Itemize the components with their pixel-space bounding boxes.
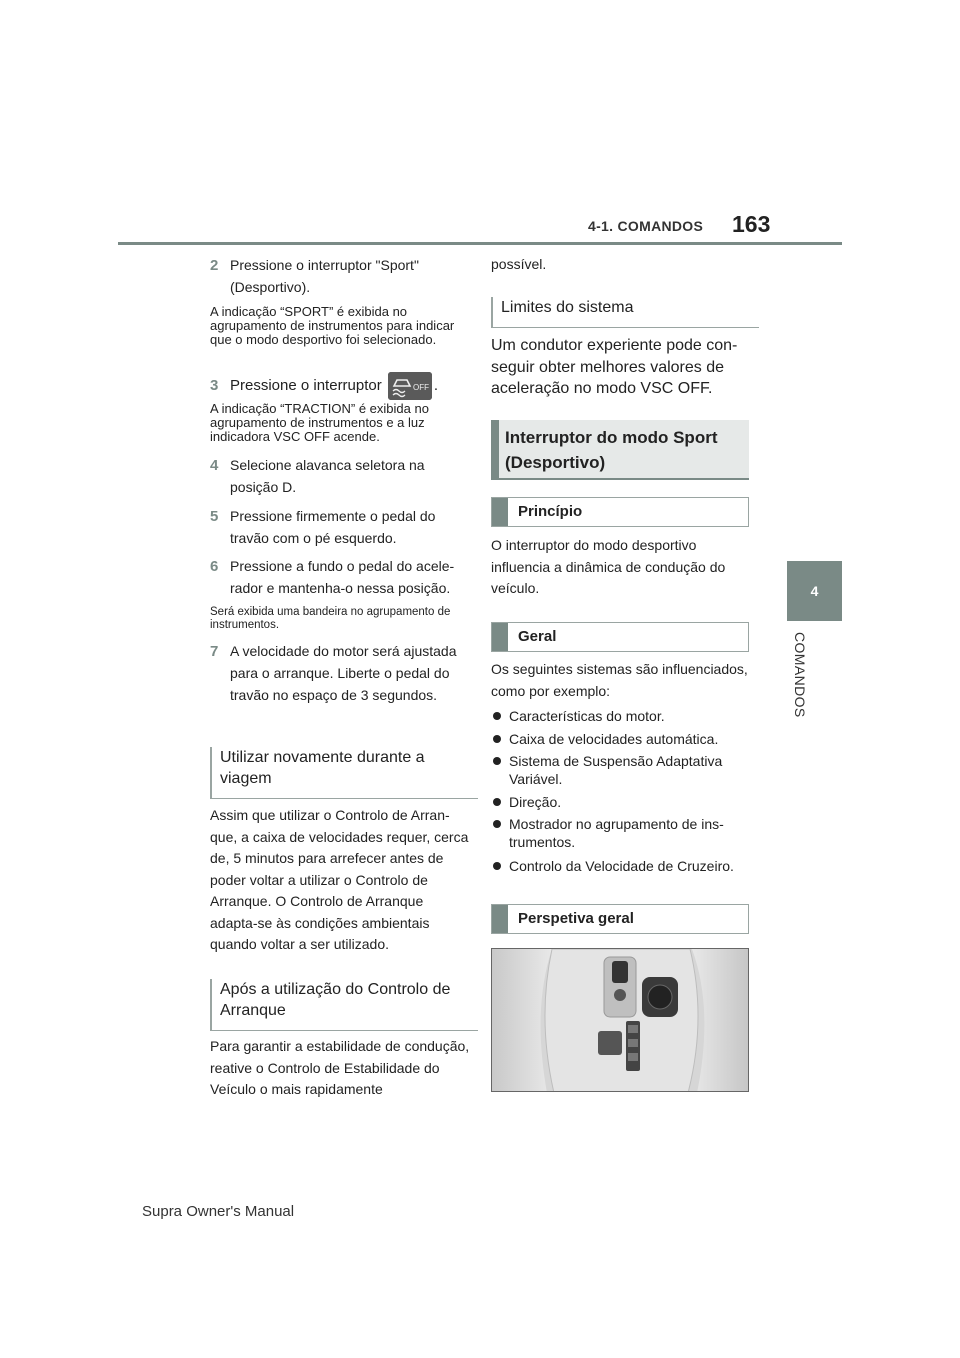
continued-text: possível.: [491, 256, 547, 272]
section-heading-sport-switch: Interruptor do modo Sport (Desportivo): [491, 420, 749, 480]
label-overview: Perspetiva geral: [491, 904, 749, 934]
center-console-illustration: [491, 948, 749, 1092]
page-number: 163: [732, 211, 771, 237]
subheading-after-use: Após a utilização do Controlo de Arranque: [210, 979, 478, 1031]
list-item: Controlo da Velocidade de Cruzeiro.: [491, 857, 751, 875]
step-text: Pressione o interruptor "Sport" (Desportivo).: [230, 257, 419, 295]
list-item: Caixa de velocidades automática.: [491, 730, 751, 748]
step-3: [210, 372, 438, 400]
subheading-reuse: Utilizar novamente durante a viagem: [210, 747, 478, 799]
after-use-paragraph: Para garantir a estabilidade de condução, reative o Controlo de Estabilidade do Veículo o mais rapidamente: [210, 1038, 470, 1097]
chapter-vertical-label: COMANDOS: [792, 632, 808, 718]
footer-manual-title: Supra Owner's Manual: [142, 1203, 295, 1220]
system-limits-paragraph: Um condutor experiente pode conseguir obter melhores valores de aceleração no modo VSC OFF.: [491, 337, 738, 397]
step-6-note: Será exibida uma bandeira no agrupamento de instrumentos.: [210, 606, 451, 631]
section-label: 4-1. COMANDOS: [588, 218, 704, 234]
label-general: Geral: [491, 622, 749, 652]
console-drawing: [492, 949, 749, 1092]
traction-off-icon: [388, 372, 432, 400]
step-number: 2: [210, 257, 219, 274]
step-number: 6: [210, 558, 219, 575]
step-number: 3: [210, 376, 219, 394]
subheading-system-limits: Limites do sistema: [491, 297, 759, 328]
chapter-tab[interactable]: 4: [787, 561, 842, 621]
general-paragraph: Os seguintes sistemas são influenciados, como por exemplo:: [491, 661, 748, 699]
step-4: [210, 454, 470, 498]
step-2: [210, 254, 470, 298]
step-text: A velocidade do motor será ajustada para o arranque. Liberte o pedal do travão no espaço de 3 segundos.: [230, 643, 457, 703]
reuse-paragraph: Assim que utilizar o Controlo de Arranque, a caixa de velocidades requer, cerca de, 5 minutos para arrefecer antes de poder voltar a utilizar o Controlo de Arranque. O Controlo de Arranque adapta-se às condições ambientais quando voltar a ser utilizado.: [210, 807, 469, 952]
step-6: [210, 555, 470, 599]
step-text: Pressione o interruptor: [230, 376, 382, 394]
step-2-note: A indicação “SPORT” é exibida no agrupamento de instrumentos para indicar que o modo desportivo foi selecionado.: [210, 304, 455, 347]
header-rule: [118, 242, 842, 245]
list-item: Mostrador no agrupamento de instrumentos.: [491, 815, 751, 851]
car-skid-icon: [388, 372, 432, 400]
step-number: 5: [210, 508, 219, 525]
label-principle: Princípio: [491, 497, 749, 527]
principle-paragraph: O interruptor do modo desportivo influencia a dinâmica de condução do veículo.: [491, 537, 726, 596]
step-5: [210, 505, 470, 549]
step-number: 7: [210, 643, 219, 660]
step-3-note: A indicação “TRACTION” é exibida no agrupamento de instrumentos e a luz indicadora VSC OFF acende.: [210, 401, 429, 444]
step-7: [210, 640, 470, 706]
step-text: Pressione a fundo o pedal do acelerador e mantenha-o nessa posição.: [230, 558, 455, 596]
step-text: Selecione alavanca seletora na posição D.: [230, 457, 425, 495]
step-text-end: .: [433, 376, 439, 394]
step-text: Pressione firmemente o pedal do travão com o pé esquerdo.: [230, 508, 436, 546]
influenced-systems-list: [491, 707, 751, 880]
list-item: Características do motor.: [491, 707, 751, 725]
list-item: Direção.: [491, 793, 751, 811]
list-item: Sistema de Suspensão Adaptativa Variável.: [491, 752, 751, 788]
step-number: 4: [210, 457, 219, 474]
icon-off-text: OFF: [412, 383, 429, 392]
